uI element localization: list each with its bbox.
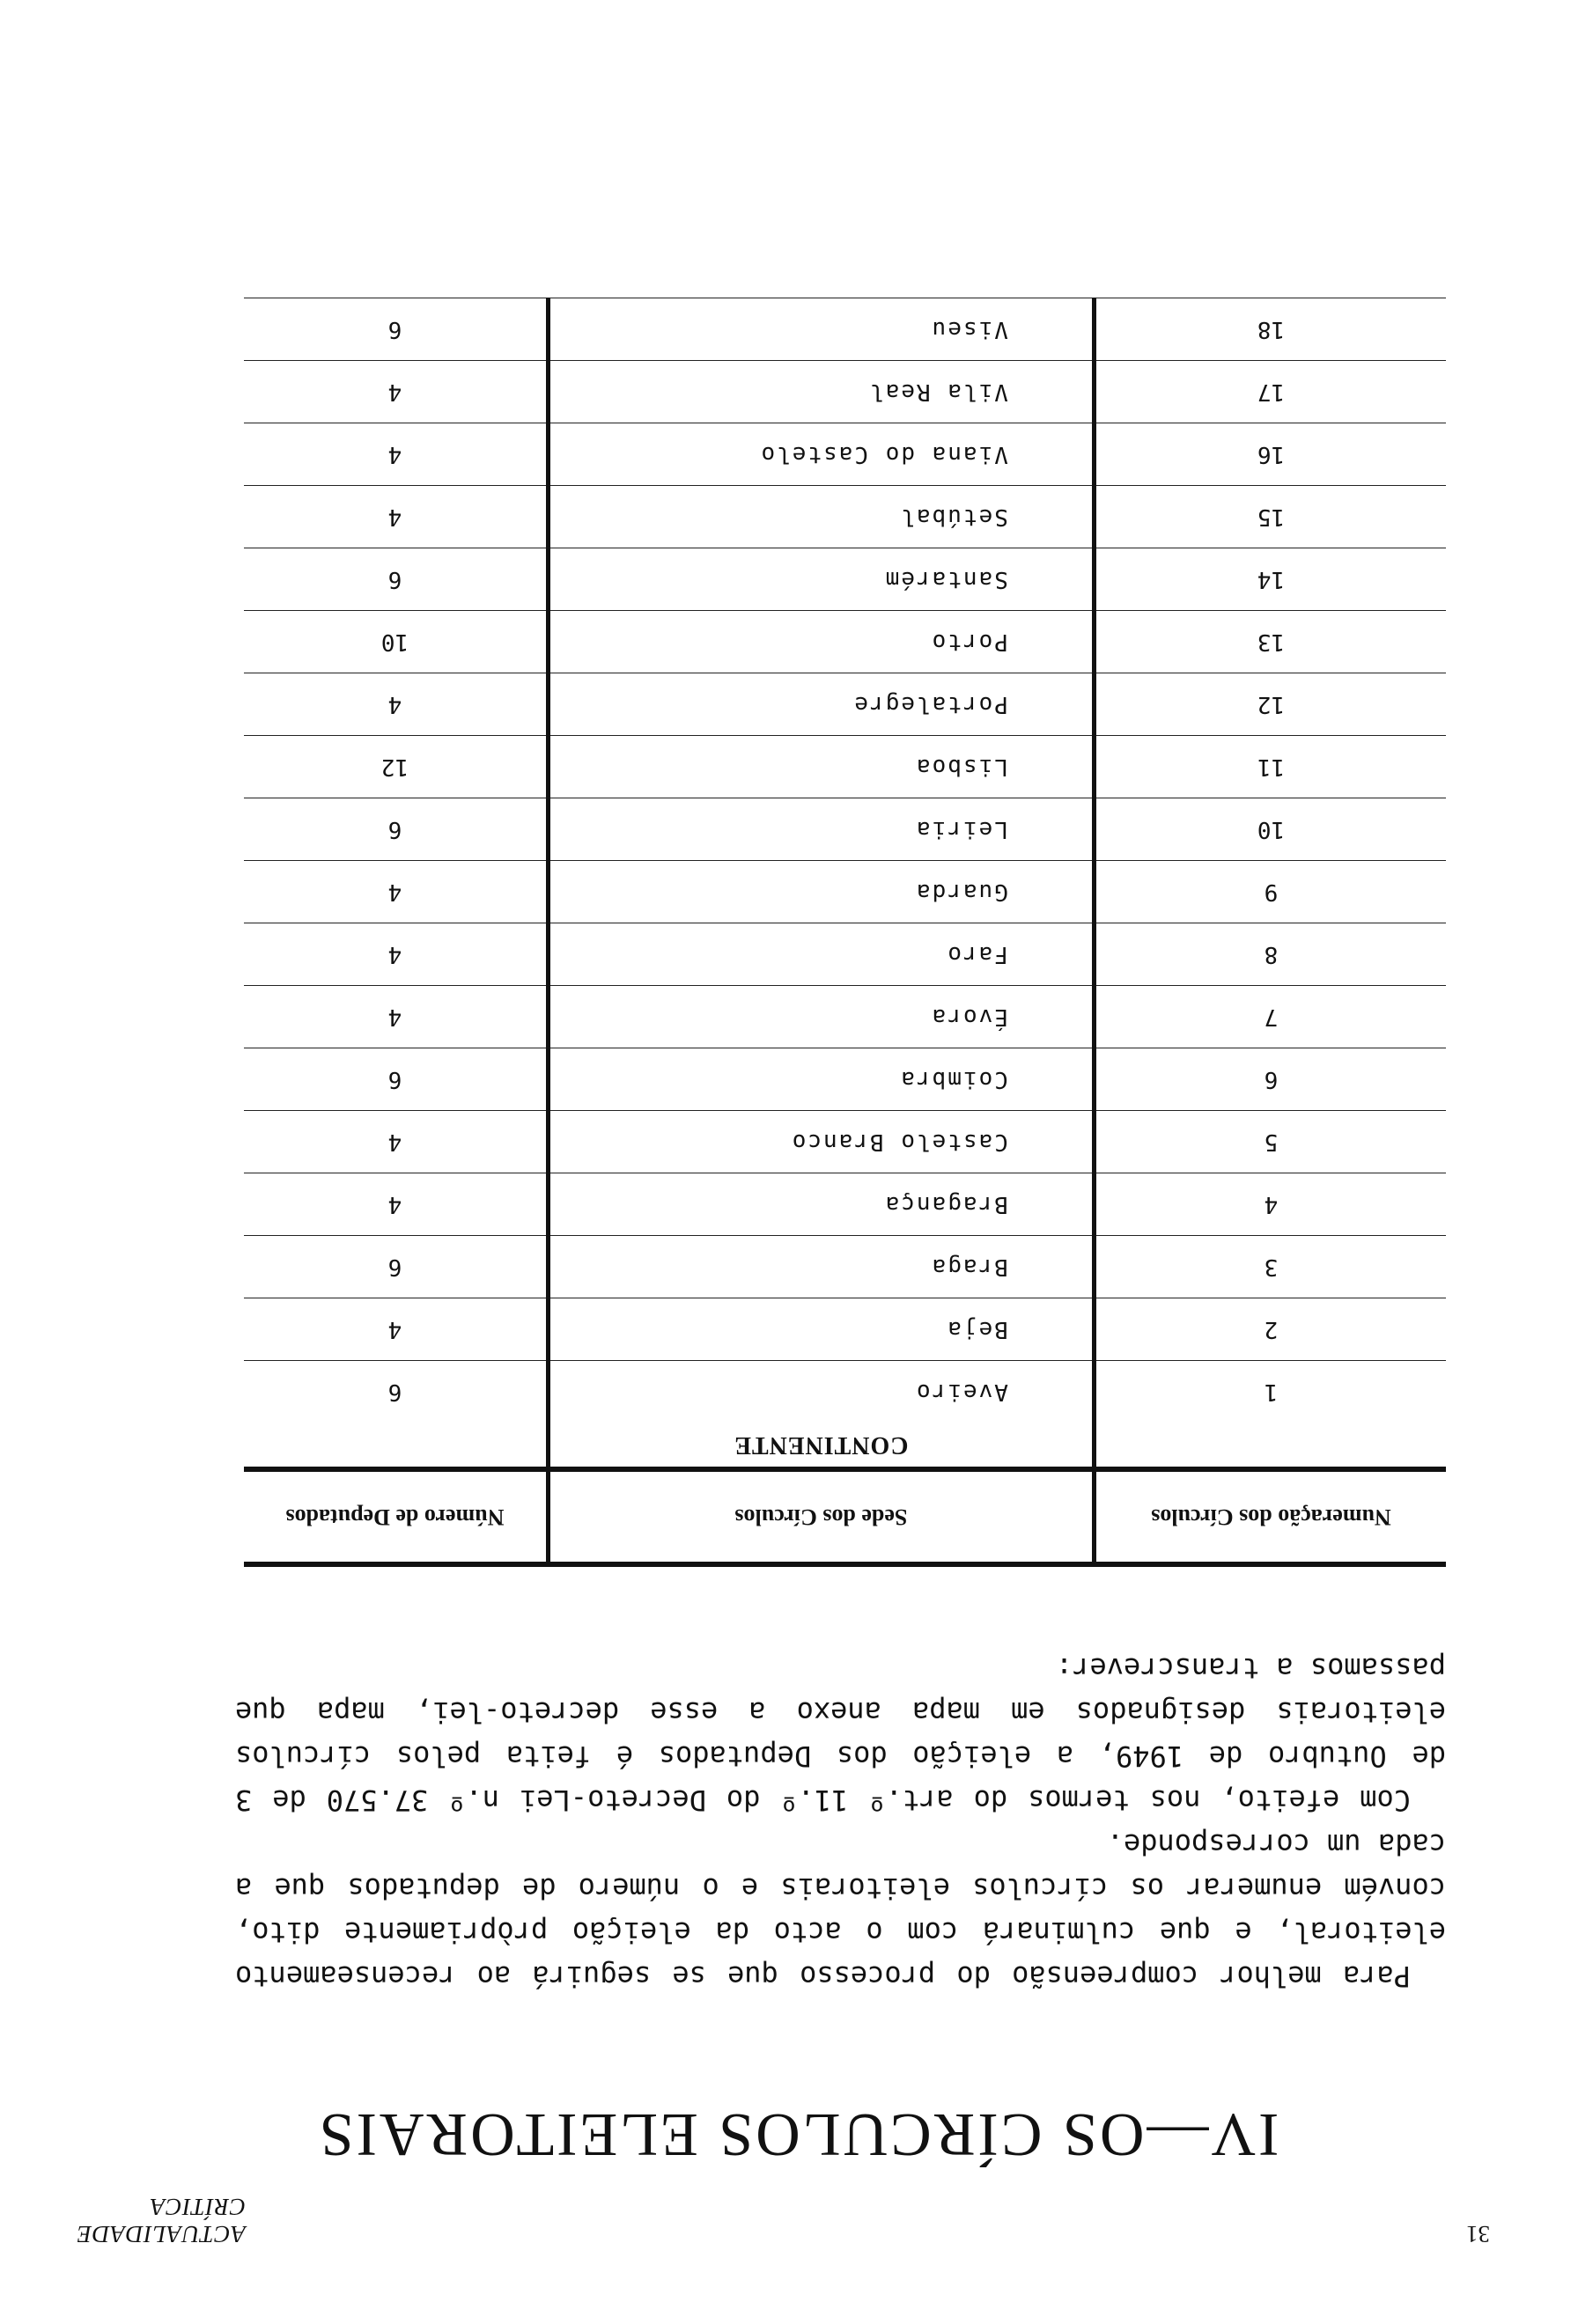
cell-numeracao: 4 xyxy=(1094,1173,1446,1236)
running-header xyxy=(0,2194,1578,2247)
table-row xyxy=(244,736,1446,798)
cell-numeracao: 15 xyxy=(1094,486,1446,548)
cell-deputados: 4 xyxy=(244,923,548,986)
table-row xyxy=(244,1361,1446,1423)
cell-deputados: 6 xyxy=(244,1236,548,1298)
header-deputados: Número de Deputados xyxy=(244,1469,548,1564)
table-row xyxy=(244,1173,1446,1236)
table-row xyxy=(244,673,1446,736)
cell-sede: Lisboa xyxy=(548,736,1094,798)
electoral-circles-table xyxy=(244,298,1446,1567)
cell-numeracao: 10 xyxy=(1094,798,1446,861)
body-text xyxy=(235,1646,1446,1998)
header-numeracao: Numeração dos Círculos xyxy=(1094,1469,1446,1564)
cell-deputados: 4 xyxy=(244,861,548,923)
table-row xyxy=(244,611,1446,673)
cell-numeracao: 9 xyxy=(1094,861,1446,923)
cell-sede: Faro xyxy=(548,923,1094,986)
cell-sede: Aveiro xyxy=(548,1361,1094,1423)
cell-deputados: 4 xyxy=(244,486,548,548)
cell-sede: Setúbal xyxy=(548,486,1094,548)
cell-sede: Viana do Castelo xyxy=(548,423,1094,486)
cell-sede: Castelo Branco xyxy=(548,1111,1094,1173)
cell-numeracao: 7 xyxy=(1094,986,1446,1048)
cell-sede: Beja xyxy=(548,1298,1094,1361)
table-row xyxy=(244,1236,1446,1298)
cell-numeracao: 5 xyxy=(1094,1111,1446,1173)
table-row xyxy=(244,298,1446,361)
cell-deputados: 4 xyxy=(244,1173,548,1236)
cell-sede: Santarém xyxy=(548,548,1094,611)
cell-sede: Coimbra xyxy=(548,1048,1094,1111)
cell-numeracao: 6 xyxy=(1094,1048,1446,1111)
chapter-title: IV—OS CÍRCULOS ELEITORAIS xyxy=(316,2100,1279,2168)
cell-deputados: 4 xyxy=(244,1298,548,1361)
cell-numeracao: 16 xyxy=(1094,423,1446,486)
cell-deputados: 4 xyxy=(244,986,548,1048)
cell-numeracao: 3 xyxy=(1094,1236,1446,1298)
cell-deputados: 10 xyxy=(244,611,548,673)
cell-deputados: 4 xyxy=(244,1111,548,1173)
table-row xyxy=(244,986,1446,1048)
cell-deputados: 4 xyxy=(244,423,548,486)
table-row xyxy=(244,486,1446,548)
header-sede: Sede dos Círculos xyxy=(548,1469,1094,1564)
table-row xyxy=(244,1111,1446,1173)
cell-deputados: 6 xyxy=(244,548,548,611)
cell-numeracao: 8 xyxy=(1094,923,1446,986)
cell-deputados: 4 xyxy=(244,673,548,736)
cell-numeracao: 13 xyxy=(1094,611,1446,673)
paragraph-decree-text: Com efeito, nos termos do art.º 11.º do Decreto-Lei n.º 37.570 de 3 de Outubro de 1949, a eleição dos Deputados é feita pelos círculos eleitorais designados em mapa anexo a esse decreto-lei, mapa que passamos a transcrever: xyxy=(235,1651,1446,1817)
cell-numeracao: 11 xyxy=(1094,736,1446,798)
cell-deputados: 12 xyxy=(244,736,548,798)
page-number: 31 xyxy=(1466,2221,1490,2247)
cell-sede: Portalegre xyxy=(548,673,1094,736)
table-row xyxy=(244,1298,1446,1361)
table-row xyxy=(244,798,1446,861)
table-row xyxy=(244,361,1446,423)
table-body xyxy=(244,298,1446,1470)
table-row xyxy=(244,861,1446,923)
table-row xyxy=(244,1048,1446,1111)
section-row xyxy=(244,1423,1446,1469)
table-header-row xyxy=(244,1469,1446,1564)
cell-numeracao: 1 xyxy=(1094,1361,1446,1423)
cell-deputados: 6 xyxy=(244,798,548,861)
paragraph-intro xyxy=(235,1822,1446,1998)
cell-numeracao: 12 xyxy=(1094,673,1446,736)
cell-deputados: 4 xyxy=(244,361,548,423)
cell-deputados: 6 xyxy=(244,1048,548,1111)
cell-sede: Bragança xyxy=(548,1173,1094,1236)
cell-sede: Porto xyxy=(548,611,1094,673)
cell-numeracao: 17 xyxy=(1094,361,1446,423)
cell-sede: Évora xyxy=(548,986,1094,1048)
cell-numeracao: 2 xyxy=(1094,1298,1446,1361)
section-continente: CONTINENTE xyxy=(548,1423,1094,1469)
cell-sede: Leiria xyxy=(548,798,1094,861)
cell-deputados: 6 xyxy=(244,1361,548,1423)
cell-numeracao: 18 xyxy=(1094,298,1446,361)
cell-numeracao: 14 xyxy=(1094,548,1446,611)
cell-sede: Viseu xyxy=(548,298,1094,361)
cell-sede: Braga xyxy=(548,1236,1094,1298)
running-title: ACTUALIDADE CRÍTICA xyxy=(76,2194,246,2247)
cell-sede: Guarda xyxy=(548,861,1094,923)
paragraph-decree xyxy=(235,1646,1446,1822)
table-row xyxy=(244,923,1446,986)
table-row xyxy=(244,548,1446,611)
cell-deputados: 6 xyxy=(244,298,548,361)
table-row xyxy=(244,423,1446,486)
paragraph-intro-text: Para melhor compreensão do processo que se seguirá ao recenseamento eleitoral, e que culminará com o acto da eleição pròpriamente dito, convém enumerar os círculos eleitorais e o número de deputados que a cada um corresponde. xyxy=(235,1828,1446,1993)
cell-sede: Vila Real xyxy=(548,361,1094,423)
